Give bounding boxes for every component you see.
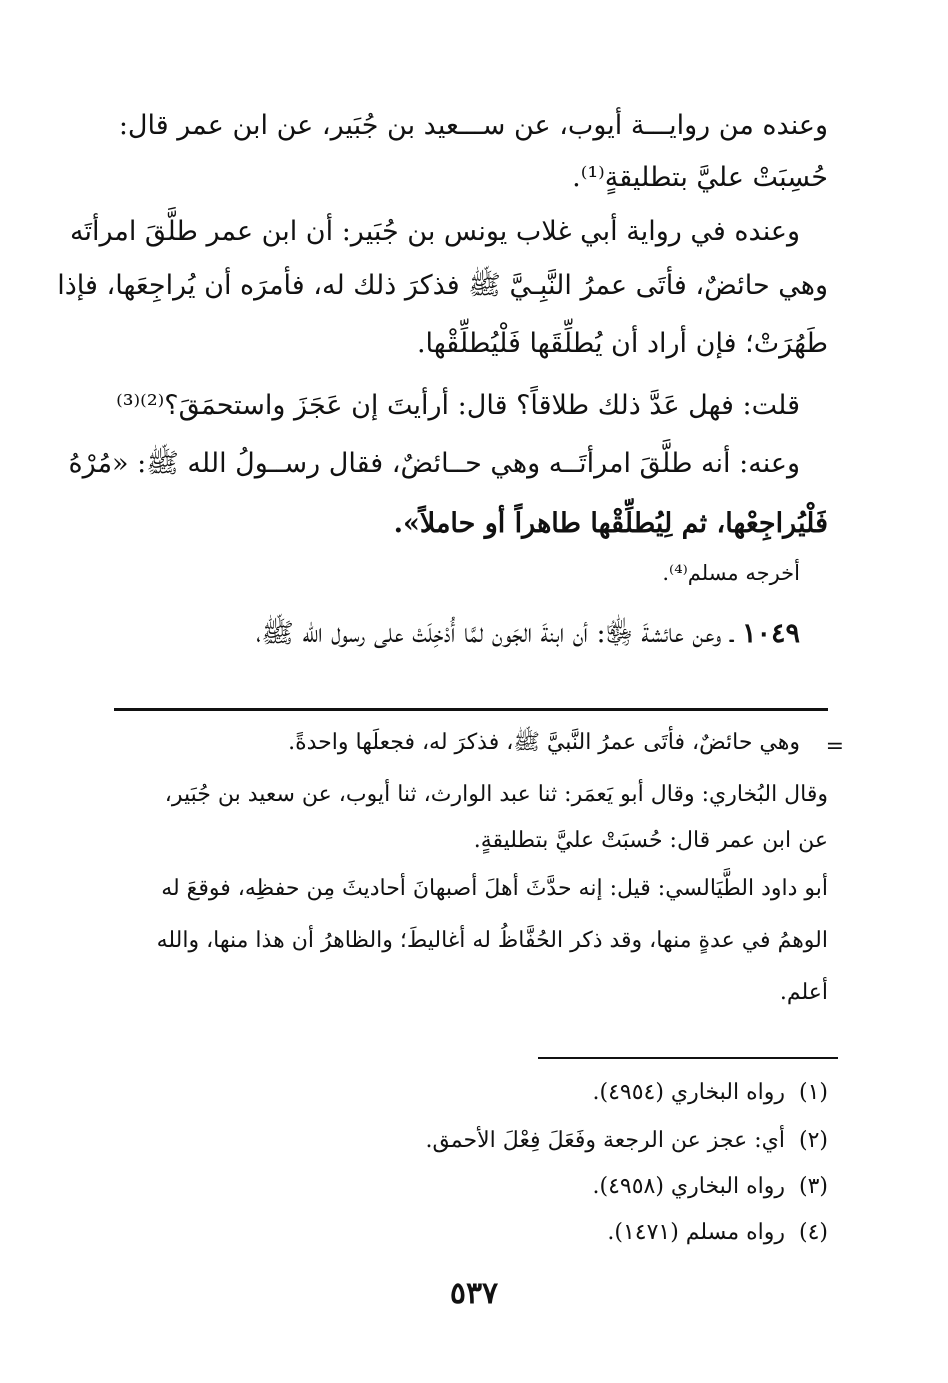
source-note: أخرجه مسلم⁽⁴⁾.: [662, 561, 800, 585]
footnote-divider: [538, 1057, 838, 1059]
commentary-line: الوهمُ في عدةٍ منها، وقد ذكر الحُفَّاظُ له أغاليطَ؛ والظاهرُ أن هذا منها، والله: [156, 928, 828, 953]
hadith-1049: [113, 614, 800, 656]
commentary-line: أبو داود الطَّيَالسي: قيل: إنه حدَّثَ أهلَ أصبهانَ أحاديثَ مِن حفظِه، فوقعَ له: [161, 876, 828, 901]
hadith-number: ١٠٤٩: [741, 618, 800, 649]
hadith-text: ـ وعن عائشةَ ﵂: أن ابنةَ الجَون لمَّا أُدْخِلَتْ على رسول الله ﷺ،: [256, 618, 734, 649]
footnote-text: رواه البخاري (٤٩٥٨).: [592, 1174, 785, 1199]
footnote: [113, 1076, 828, 1112]
footnote: [113, 1216, 828, 1252]
footnote: [113, 1170, 828, 1206]
main-text-line: قلت: فهل عَدَّ ذلك طلاقاً؟ قال: أرأيتَ إن عَجَزَ واستحمَقَ؟⁽²⁾⁽³⁾: [116, 390, 800, 421]
main-text-line: حُسِبَتْ عليَّ بتطليقةٍ⁽¹⁾.: [572, 162, 828, 193]
footnote-number: (١): [798, 1080, 828, 1105]
footnote-text: أي: عجز عن الرجعة وفَعَلَ فِعْلَ الأحمق.: [425, 1128, 785, 1153]
main-text-line: وهي حائضٌ، فأتَى عمرُ النَّبِـيَّ ﷺ فذكرَ ذلك له، فأمرَه أن يُراجِعَها، فإذا: [57, 270, 828, 301]
main-text-line: وعنه: أنه طلَّقَ امرأتَــه وهي حــائضٌ، فقال رســولُ الله ﷺ: «مُرْهُ: [68, 448, 800, 479]
commentary-line: وقال البُخاري: وقال أبو يَعمَر: ثنا عبد الوارث، ثنا أيوب، عن سعيد بن جُبَير،: [164, 782, 828, 807]
section-divider: [114, 708, 828, 711]
main-text-line: فَلْيُراجِعْها، ثم لِيُطلِّقْها طاهراً أو حاملاً».: [393, 508, 828, 539]
main-text-line: طَهُرَتْ؛ فإن أراد أن يُطلِّقَها فَلْيُطلِّقْها.: [416, 328, 828, 359]
continuation-mark: =: [825, 734, 844, 759]
commentary-line: وهي حائضٌ، فأتَى عمرُ النَّبيَّ ﷺ، فذكرَ له، فجعلَها واحدةً.: [288, 730, 800, 755]
main-text-line: وعنده من روايـــة أيوب، عن ســـعيد بن جُبَير، عن ابن عمر قال:: [118, 110, 828, 141]
commentary-line: أعلم.: [779, 980, 828, 1005]
main-text-line: وعنده في رواية أبي غلاب يونس بن جُبَير: أن ابن عمر طلَّقَ امرأتَه: [69, 216, 800, 247]
page-number: ٥٣٧: [449, 1276, 499, 1311]
footnote: [113, 1124, 828, 1160]
footnote-number: (٢): [798, 1128, 828, 1153]
commentary-line: عن ابن عمر قال: حُسبَتْ عليَّ بتطليقةٍ.: [473, 828, 828, 853]
footnote-number: (٤): [798, 1220, 828, 1245]
footnote-number: (٣): [798, 1174, 828, 1199]
footnote-text: رواه مسلم (١٤٧١).: [607, 1220, 785, 1245]
footnote-text: رواه البخاري (٤٩٥٤).: [592, 1080, 785, 1105]
